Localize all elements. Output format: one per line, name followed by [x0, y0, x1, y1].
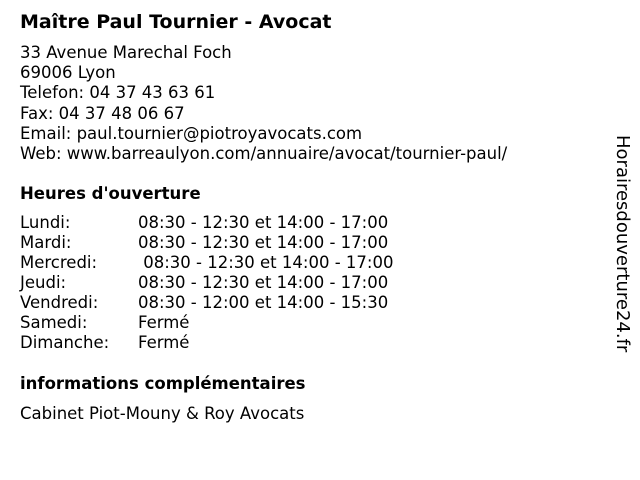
email-address: Email: paul.tournier@piotroyavocats.com: [20, 123, 363, 143]
day-label: Samedi:: [20, 313, 88, 332]
website-url: Web: www.barreaulyon.com/annuaire/avocat/tournier-paul/: [20, 143, 508, 163]
time-value: Fermé: [138, 333, 190, 352]
time-value: 08:30 - 12:30 et 14:00 - 17:00: [138, 253, 394, 272]
time-value: 08:30 - 12:00 et 14:00 - 15:30: [138, 293, 389, 312]
phone-number: Telefon: 04 37 43 63 61: [20, 83, 216, 103]
address-street: 33 Avenue Marechal Foch: [20, 43, 232, 62]
day-label: Mardi:: [20, 233, 72, 252]
day-label: Jeudi:: [20, 273, 67, 292]
address-city: 69006 Lyon: [20, 63, 116, 83]
time-value: 08:30 - 12:30 et 14:00 - 17:00: [138, 233, 389, 252]
contact-block: [20, 43, 507, 164]
info-text: Cabinet Piot-Mouny & Roy Avocats: [20, 404, 305, 423]
fax-number: Fax: 04 37 48 06 67: [20, 103, 185, 123]
site-watermark: Horairesdouverture24.fr: [612, 135, 633, 353]
day-label: Dimanche:: [20, 333, 110, 352]
hours-heading: Heures d'ouverture: [20, 184, 201, 203]
day-label: Mercredi:: [20, 253, 98, 272]
time-value: Fermé: [138, 313, 190, 332]
time-value: 08:30 - 12:30 et 14:00 - 17:00: [138, 273, 389, 292]
time-value: 08:30 - 12:30 et 14:00 - 17:00: [138, 213, 389, 232]
page-title: Maître Paul Tournier - Avocat: [20, 11, 332, 33]
info-heading: informations complémentaires: [20, 374, 306, 393]
day-label: Lundi:: [20, 213, 71, 232]
day-label: Vendredi:: [20, 293, 99, 312]
